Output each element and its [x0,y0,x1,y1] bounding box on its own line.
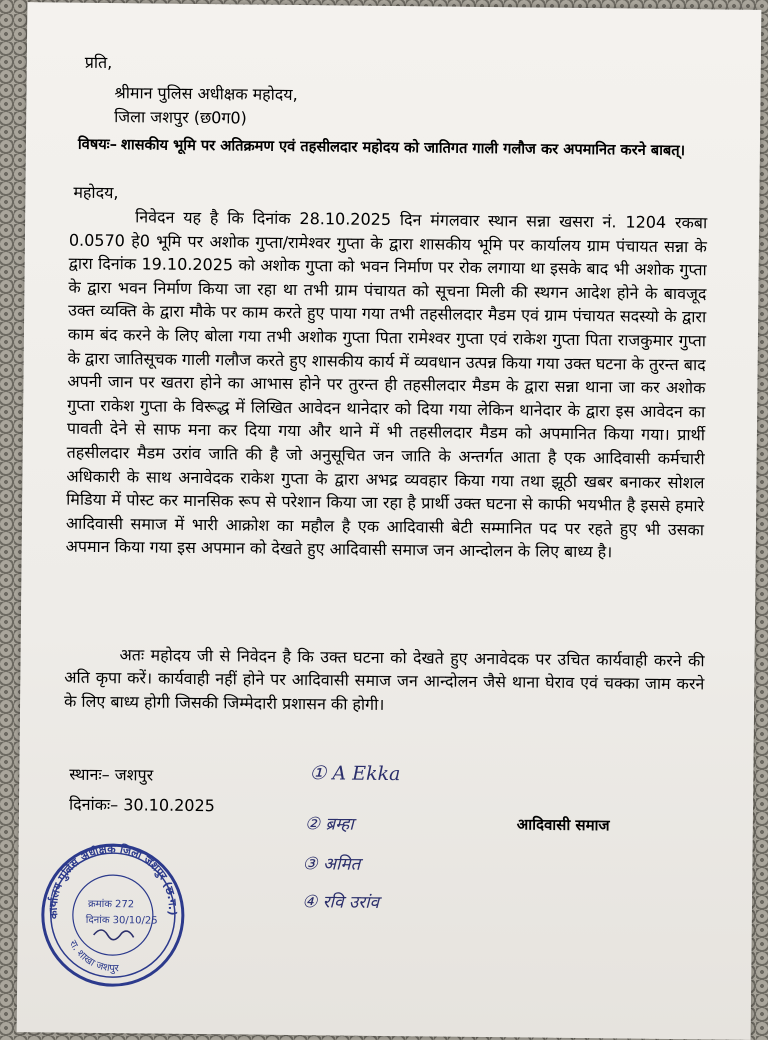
signature-2-text: ब्रम्हा [325,814,354,835]
addressee-line2: जिला जशपुर (छ0ग0) [114,107,247,128]
subject [78,133,698,163]
letter-body-text: निवेदन यह है कि दिनांक 28.10.2025 दिन मंगलवार स्थान सन्ना खसरा नं. 1204 रकबा 0.0570 हे0 भूमि पर अशोक गुप्ता/रामेश्वर गुप्ता के द्वारा शासकीय भूमि पर कार्यालय ग्राम पंचायत सन्ना के द्वारा दिनांक 19.10.2025 को अशोक गुप्ता को भवन निर्माण पर रोक लगाया था इसके बाद भी अशोक गुप्ता के द्वारा भवन निर्माण किया जा रहा था तभी ग्राम पंचायत को सूचना मिली की स्थगन आदेश होने के बावजूद उक्त व्यक्ति के द्वारा मौके पर काम करते हुए पाया गया तभी तहसीलदार मैडम एवं ग्राम पंचायत सदस्यो के द्वारा काम बंद करने के लिए बोला गया तभी अशोक गुप्ता पिता रामेश्वर गुप्ता एवं राकेश गुप्ता पिता राजकुमार गुप्ता के द्वारा जातिसूचक गाली गलौज करते हुए शासकीय कार्य में व्यवधान उत्पन्न किया गया उक्त घटना के तुरन्त बाद अपनी जान पर खतरा होने का आभास होने पर तुरन्त ही तहसीलदार मैडम के द्वारा सन्ना थाना जा कर अशोक गुप्ता राकेश गुप्ता के विरूद्ध में लिखित आवेदन थानेदार को दिया गया लेकिन थानेदार के द्वारा इस आवेदन का पावती देने से साफ मना कर दिया गया और थाने में भी तहसीलदार मैडम को अपमानित किया गया। प्रार्थी तहसीलदार मैडम उरांव जाति की है जो अनुसूचित जन जाति के अन्तर्गत आता है एक आदिवासी कर्मचारी अधिकारी के साथ अनावेदक राकेश गुप्ता के द्वारा अभद्र व्यवहार किया गया तथा झूठी खबर बनाकर सोशल मिडिया में पोस्ट कर मानसिक रूप से परेशान किया जा रहा है प्रार्थी उक्त घटना से काफी भयभीत है इससे हमारे आदिवासी समाज में भारी आक्रोश का महौल है एक आदिवासी बेटी सम्मानित पद पर रहते हुए भी उसका अपमान किया गया इस अपमान को देखते हुए आदिवासी समाज जन आन्दोलन के लिए बाध्य है। [65,207,708,562]
signature-1-text: A Ekka [332,762,401,786]
seal-inward-date: दिनांक 30/10/25 [85,914,158,927]
salutation: महोदय, [73,182,119,203]
signature-1: ① A Ekka [309,762,401,786]
subject-text: शासकीय भूमि पर अतिक्रमण एवं तहसीलदार महोदय को जातिगत गाली गलौज कर अपमानित करने बाबत्। [120,136,686,160]
request-paragraph [64,643,705,720]
signature-3-text: अमित [322,854,361,875]
request-text: अतः महोदय जी से निवेदन है कि उक्त घटना को देखते हुए अनावेदक पर उचित कार्यवाही करने की अति कृपा करें। कार्यवाही नहीं होने पर आदिवासी समाज जन आन्दोलन जैसे थाना घेराव एवं चक्का जाम करने के लिए बाध्य होगी जिसकी जिम्मेदारी प्रशासन की होगी। [63,645,705,714]
signature-2: ② ब्रम्हा [304,814,354,835]
organization-name: आदिवासी समाज [516,815,610,835]
svg-text:रा. शाखा जशपुर [67,939,121,975]
signature-4: ④ रवि उरांव [301,892,380,913]
place-line: स्थानः– जशपुर [69,764,154,785]
seal-inward-number: क्रमांक 272 [87,898,135,911]
signature-3: ③ अमित [302,854,361,875]
signature-4-text: रवि उरांव [322,892,380,913]
seal-outer-text: कार्यालय पुलिस अधीक्षक जिला जशपुर (छ.ग.) [46,842,179,920]
addressee-line1: श्रीमान पुलिस अधीक्षक महोदय, [114,83,298,105]
letter-body [66,205,708,566]
seal-bottom-text: रा. शाखा जशपुर [66,938,119,975]
subject-label: विषयः– [77,135,118,154]
seal-initial-scribble [94,930,134,940]
date-line: दिनांकः– 30.10.2025 [68,794,215,816]
document-paper [17,2,762,1040]
police-office-seal [35,838,191,988]
prati-label: प्रति, [84,52,113,73]
